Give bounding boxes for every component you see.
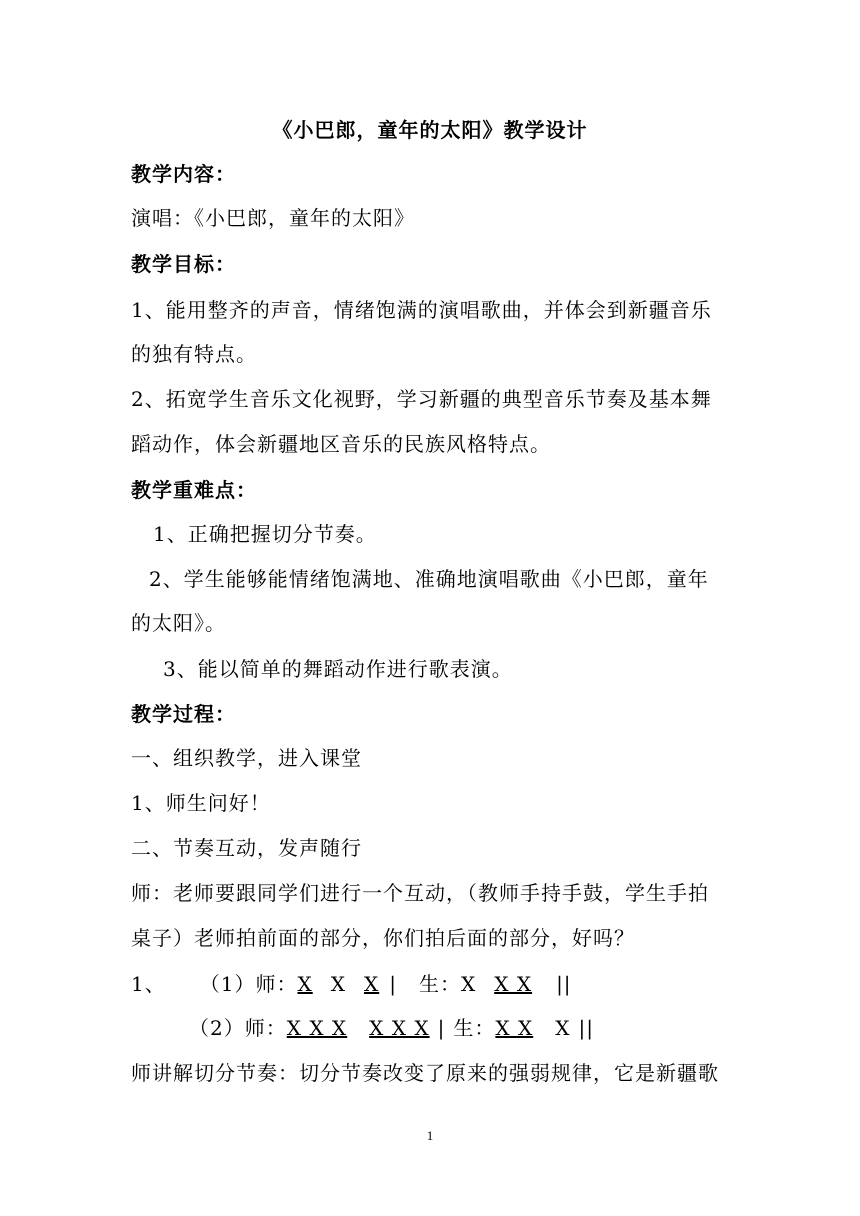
end-bar-line: || bbox=[556, 972, 572, 996]
rhythm-note-group: X X bbox=[494, 972, 533, 996]
step-1-1: 1、师生问好！ bbox=[131, 791, 271, 815]
rhythm-note-group: X X X bbox=[369, 1016, 430, 1040]
rhythm-row-1-student-label: 生： bbox=[418, 972, 461, 996]
end-bar-line: || bbox=[578, 1016, 594, 1040]
content-heading: 教学内容： bbox=[131, 162, 236, 186]
rhythm-row-1-number: 1、 bbox=[131, 972, 166, 996]
key-point-3: 3、能以简单的舞蹈动作进行歌表演。 bbox=[163, 657, 513, 681]
key-heading: 教学重难点： bbox=[131, 478, 257, 502]
goals-heading: 教学目标： bbox=[131, 252, 236, 276]
rhythm-note: X bbox=[363, 972, 380, 996]
process-heading: 教学过程： bbox=[131, 702, 236, 726]
content-line: 演唱：《小巴郎，童年的太阳》 bbox=[131, 206, 415, 230]
rhythm-note-group: X X X bbox=[286, 1016, 348, 1040]
goal-1-line-1: 1、能用整齐的声音，情绪饱满的演唱歌曲，并体会到新疆音乐 bbox=[131, 298, 712, 322]
goal-2-line-2: 蹈动作，体会新疆地区音乐的民族风格特点。 bbox=[131, 432, 551, 456]
goal-2-line-1: 2、拓宽学生音乐文化视野，学习新疆的典型音乐节奏及基本舞 bbox=[131, 387, 712, 411]
key-point-2-line-2: 的太阳》。 bbox=[131, 611, 226, 635]
rhythm-note: X bbox=[330, 972, 346, 996]
rhythm-note: X bbox=[555, 1016, 571, 1040]
rhythm-row-1-teacher-label: （1）师： bbox=[199, 972, 298, 996]
teacher-line-2: 桌子）老师拍前面的部分，你们拍后面的部分，好吗？ bbox=[131, 926, 635, 950]
rhythm-note-group: X X bbox=[495, 1016, 534, 1040]
teacher-line-1: 师：老师要跟同学们进行一个互动，（教师手持手鼓，学生手拍 bbox=[131, 881, 709, 905]
step-2: 二、节奏互动，发声随行 bbox=[131, 836, 362, 860]
bar-line: | bbox=[437, 1016, 446, 1040]
rhythm-row-2-teacher-label: （2）师： bbox=[189, 1016, 287, 1040]
rhythm-row-1 bbox=[131, 970, 572, 998]
document-title: 《小巴郎，童年的太阳》教学设计 bbox=[272, 118, 588, 142]
goal-1-line-2: 的独有特点。 bbox=[131, 342, 257, 366]
explain-line: 师讲解切分节奏：切分节奏改变了原来的强弱规律，它是新疆歌 bbox=[131, 1061, 719, 1085]
step-1: 一、组织教学，进入课堂 bbox=[131, 746, 362, 770]
rhythm-note: X bbox=[460, 972, 477, 996]
rhythm-row-2-student-label: 生： bbox=[453, 1016, 496, 1040]
key-point-1: 1、正确把握切分节奏。 bbox=[153, 522, 377, 546]
bar-line: | bbox=[389, 972, 397, 996]
rhythm-row-2 bbox=[189, 1014, 594, 1042]
page-number: 1 bbox=[426, 1128, 434, 1143]
rhythm-note: X bbox=[297, 972, 313, 996]
key-point-2-line-1: 2、学生能够能情绪饱满地、准确地演唱歌曲《小巴郎，童年 bbox=[149, 567, 709, 591]
